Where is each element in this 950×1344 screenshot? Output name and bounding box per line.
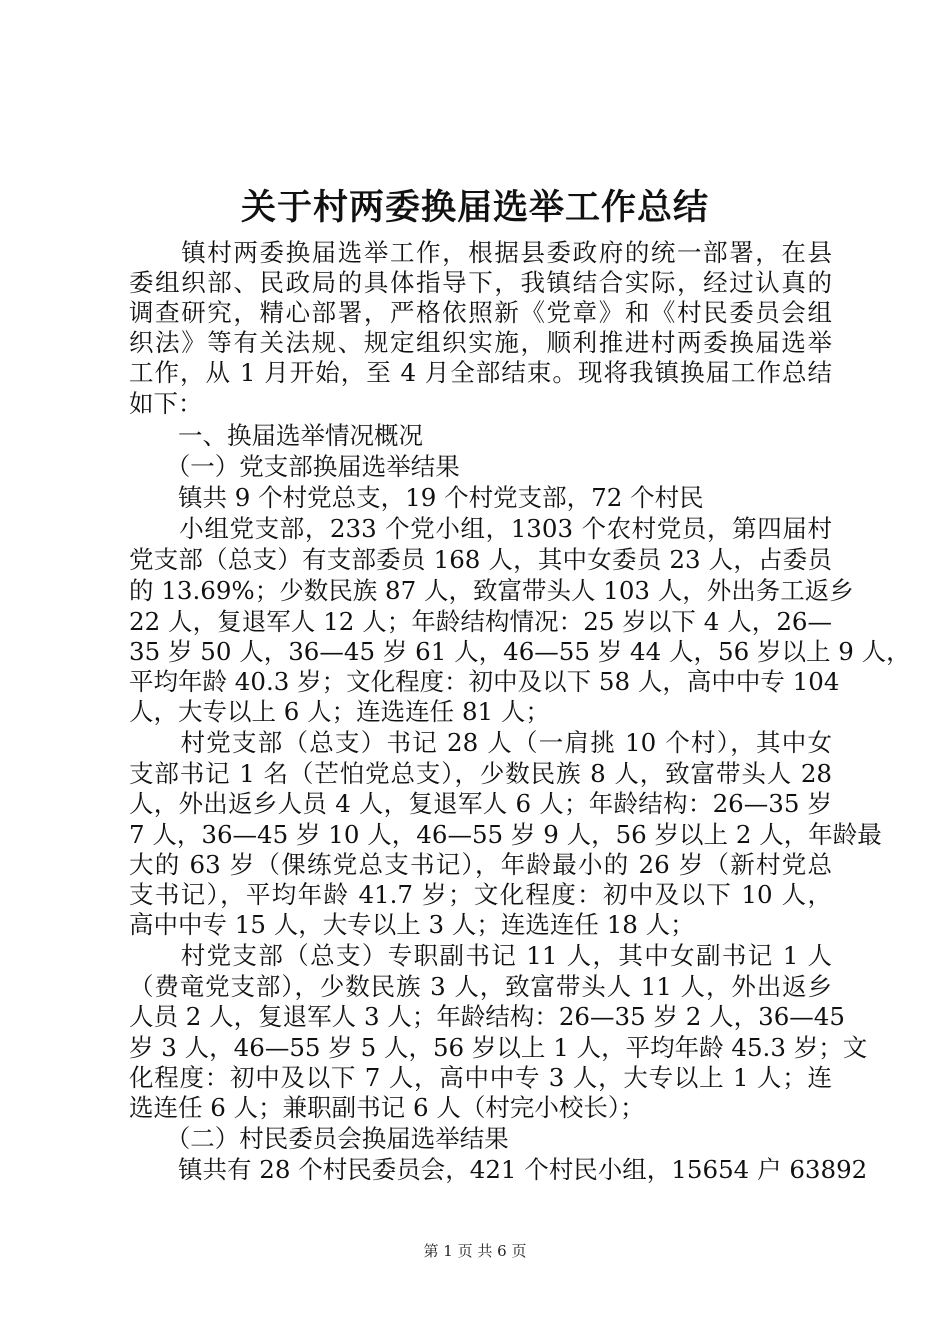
body-line-14: 35 岁 50 人，36—45 岁 61 人，46—55 岁 44 人，56 岁以上 9 人， (129, 637, 911, 666)
body-line-15: 平均年龄 40.3 岁；文化程度：初中及以下 58 人，高中中专 104 (129, 667, 840, 696)
body-line-13: 22 人，复退军人 12 人；年龄结构情况：25 岁以下 4 人，26— (129, 607, 832, 636)
body-line-6: 如下： (129, 389, 203, 418)
body-line-16: 人，大专以上 6 人；连选连任 81 人； (129, 697, 550, 726)
body-line-25: （费竜党支部），少数民族 3 人，致富带头人 11 人，外出返乡 (129, 972, 832, 1001)
document-title: 关于村两委换届选举工作总结 (240, 187, 709, 228)
body-line-26: 人员 2 人，复退军人 3 人；年龄结构：26—35 岁 2 人，36—45 (129, 1002, 845, 1031)
body-line-24: 村党支部（总支）专职副书记 11 人，其中女副书记 1 人 (129, 941, 832, 970)
body-line-3: 调查研究，精心部署，严格依照新《党章》和《村民委员会组 (129, 298, 832, 327)
body-line-20: 7 人，36—45 岁 10 人，46—55 岁 9 人，56 岁以上 2 人，年龄最 (129, 820, 882, 849)
subsection-heading-2: （二）村民委员会换届选举结果 (129, 1124, 509, 1153)
body-line-27: 岁 3 人，46—55 岁 5 人，56 岁以上 1 人，平均年龄 45.3 岁；文 (129, 1033, 868, 1062)
body-line-18: 支部书记 1 名（芒怕党总支），少数民族 8 人，致富带头人 28 (129, 759, 832, 788)
body-line-12: 的 13.69%；少数民族 87 人，致富带头人 103 人，外出务工返乡 (129, 576, 854, 605)
body-line-21: 大的 63 岁（倮练党总支书记），年龄最小的 26 岁（新村党总 (129, 850, 832, 879)
body-line-4: 织法》等有关法规、规定组织实施，顺利推进村两委换届选举 (129, 328, 832, 357)
body-line-29: 选连任 6 人；兼职副书记 6 人（村完小校长）； (129, 1093, 645, 1122)
body-line-22: 支书记），平均年龄 41.7 岁；文化程度：初中及以下 10 人， (129, 880, 832, 909)
body-line-19: 人，外出返乡人员 4 人，复退军人 6 人；年龄结构：26—35 岁 (129, 789, 832, 818)
body-line-23: 高中中专 15 人，大专以上 3 人；连选连任 18 人； (129, 910, 695, 939)
section-heading-1: 一、换届选举情况概况 (129, 421, 423, 450)
body-line-11: 党支部（总支）有支部委员 168 人，其中女委员 23 人，占委员 (129, 545, 832, 574)
body-line-17: 村党支部（总支）书记 28 人（一肩挑 10 个村），其中女 (129, 728, 832, 757)
body-line-5: 工作，从 1 月开始，至 4 月全部结束。现将我镇换届工作总结 (129, 358, 832, 387)
body-line-31: 镇共有 28 个村民委员会，421 个村民小组，15654 户 63892 (129, 1155, 868, 1184)
body-line-28: 化程度：初中及以下 7 人，高中中专 3 人，大专以上 1 人；连 (129, 1063, 832, 1092)
subsection-heading-1: （一）党支部换届选举结果 (129, 452, 460, 481)
page-footer: 第 1 页 共 6 页 (423, 1242, 527, 1260)
body-line-9: 镇共 9 个村党总支，19 个村党支部，72 个村民 (129, 483, 704, 512)
body-line-1: 镇村两委换届选举工作，根据县委政府的统一部署，在县 (129, 238, 832, 267)
body-line-10: 小组党支部，233 个党小组，1303 个农村党员，第四届村 (129, 514, 832, 543)
body-line-2: 委组织部、民政局的具体指导下，我镇结合实际，经过认真的 (129, 268, 832, 297)
